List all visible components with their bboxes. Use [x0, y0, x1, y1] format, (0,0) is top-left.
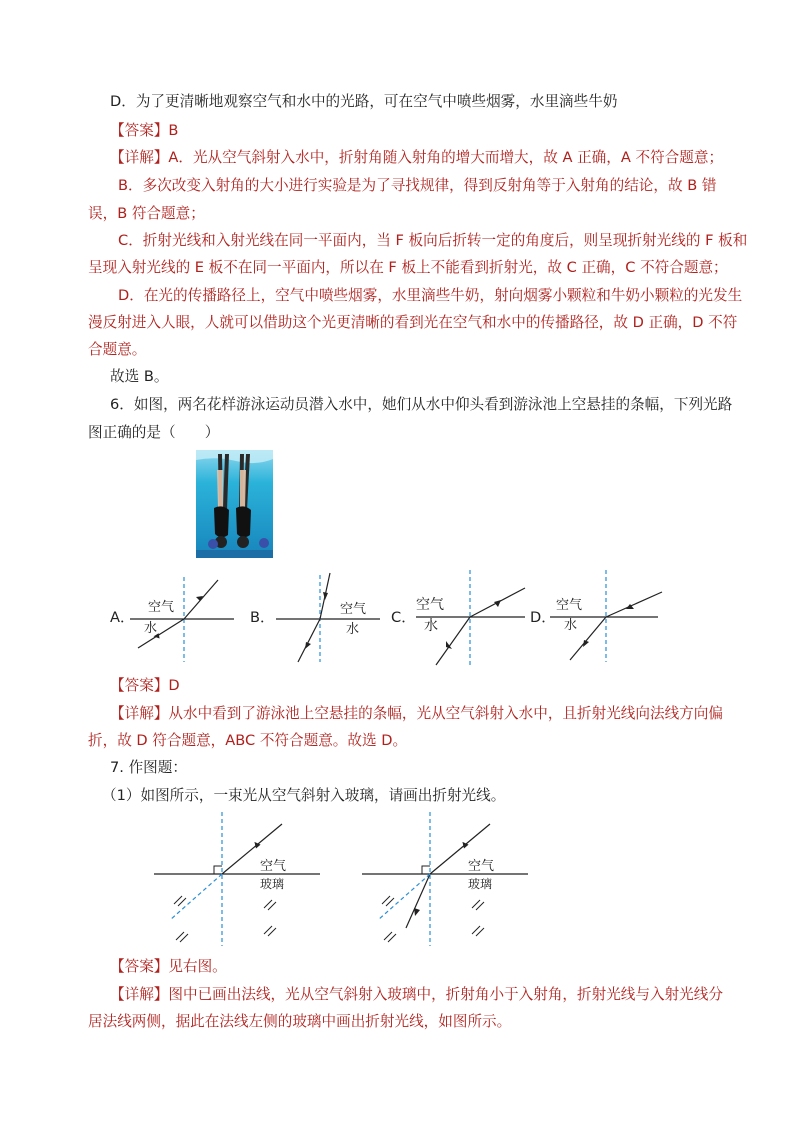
option-a-diagram: [130, 570, 240, 665]
glass-label: 玻璃: [468, 877, 493, 891]
q6-detail-line: 折，故 D 符合题意，ABC 不符合题意。故选 D。: [88, 732, 408, 749]
air-label: 空气: [340, 602, 367, 617]
q5-conclusion: 故选 B。: [110, 368, 169, 385]
option-d-diagram: [550, 570, 665, 665]
q7-detail-line: 【详解】图中已画出法线，光从空气斜射入玻璃中，折射角小于入射角，折射光线与入射光线分: [110, 986, 723, 1003]
answer-value: 见右图。: [168, 958, 227, 975]
air-label: 空气: [416, 597, 444, 613]
q5-detail-line: 漫反射进入人眼，人就可以借助这个光更清晰的看到光在空气和水中的传播路径，故 D 正确，D 不符: [88, 314, 738, 331]
answer-tag: 【答案】: [110, 677, 169, 694]
glass-label: 玻璃: [260, 877, 285, 891]
option-letter: D．: [530, 609, 556, 626]
q6-answer: [110, 676, 180, 696]
q5-answer: [110, 121, 178, 141]
q7-title: 7. 作图题：: [110, 759, 187, 776]
air-label: 空气: [148, 600, 175, 615]
q5-detail-line: B．多次改变入射角的大小进行实验是为了寻找规律，得到反射角等于入射角的结论，故 B 错: [118, 177, 717, 194]
answer-tag: 【答案】: [110, 122, 169, 139]
option-letter: A．: [110, 609, 135, 626]
q7-answer: [110, 957, 227, 977]
air-label: 空气: [260, 859, 287, 874]
q6-stem: 图正确的是（ ）: [88, 424, 220, 441]
water-label: 水: [564, 618, 578, 633]
answer-tag: 【答案】: [110, 958, 169, 975]
q5-detail-line: 合题意。: [88, 341, 147, 358]
answer-value: D: [168, 677, 180, 694]
q7-question-figure: [358, 808, 538, 948]
detail-tag: 【详解】: [110, 149, 169, 166]
option-letter: B．: [250, 609, 275, 626]
swimmers-photo: [196, 450, 273, 558]
option-c-diagram: [410, 570, 528, 667]
detail-tag: 【详解】: [110, 986, 169, 1003]
q7-answer-figure: [150, 808, 330, 948]
water-label: 水: [424, 618, 438, 634]
air-label: 空气: [468, 859, 495, 874]
q5-detail-line: D．在光的传播路径上，空气中喷些烟雾，水里滴些牛奶，射向烟雾小颗粒和牛奶小颗粒的光发生: [118, 287, 743, 304]
water-label: 水: [144, 621, 158, 636]
option-b-diagram: [270, 570, 382, 665]
option-d-text: D．为了更清晰地观察空气和水中的光路，可在空气中喷些烟雾，水里滴些牛奶: [110, 93, 618, 110]
q5-detail-line: 【详解】A．光从空气斜射入水中，折射角随入射角的增大而增大，故 A 正确，A 不符合题意；: [110, 149, 724, 166]
q6-stem: 6．如图，两名花样游泳运动员潜入水中，她们从水中仰头看到游泳池上空悬挂的条幅，下列光路: [110, 396, 733, 413]
air-label: 空气: [556, 598, 583, 613]
q5-detail-line: 呈现入射光线的 E 板不在同一平面内，所以在 F 板上不能看到折射光，故 C 正确，C 不符合题意；: [88, 259, 728, 276]
q5-detail-line: 误，B 符合题意；: [88, 205, 205, 222]
answer-value: B: [168, 122, 179, 139]
q5-detail-line: C．折射光线和入射光线在同一平面内，当 F 板向后折转一定的角度后，则呈现折射光线的 F 板和: [118, 232, 748, 249]
q6-detail-line: 【详解】从水中看到了游泳池上空悬挂的条幅，光从空气斜射入水中，且折射光线向法线方向偏: [110, 705, 723, 722]
detail-tag: 【详解】: [110, 705, 169, 722]
option-letter: C．: [391, 609, 416, 626]
water-label: 水: [346, 622, 360, 637]
q7-sub1: （1）如图所示，一束光从空气斜射入玻璃，请画出折射光线。: [102, 787, 506, 804]
q7-detail-line: 居法线两侧，据此在法线左侧的玻璃中画出折射光线，如图所示。: [88, 1013, 512, 1030]
